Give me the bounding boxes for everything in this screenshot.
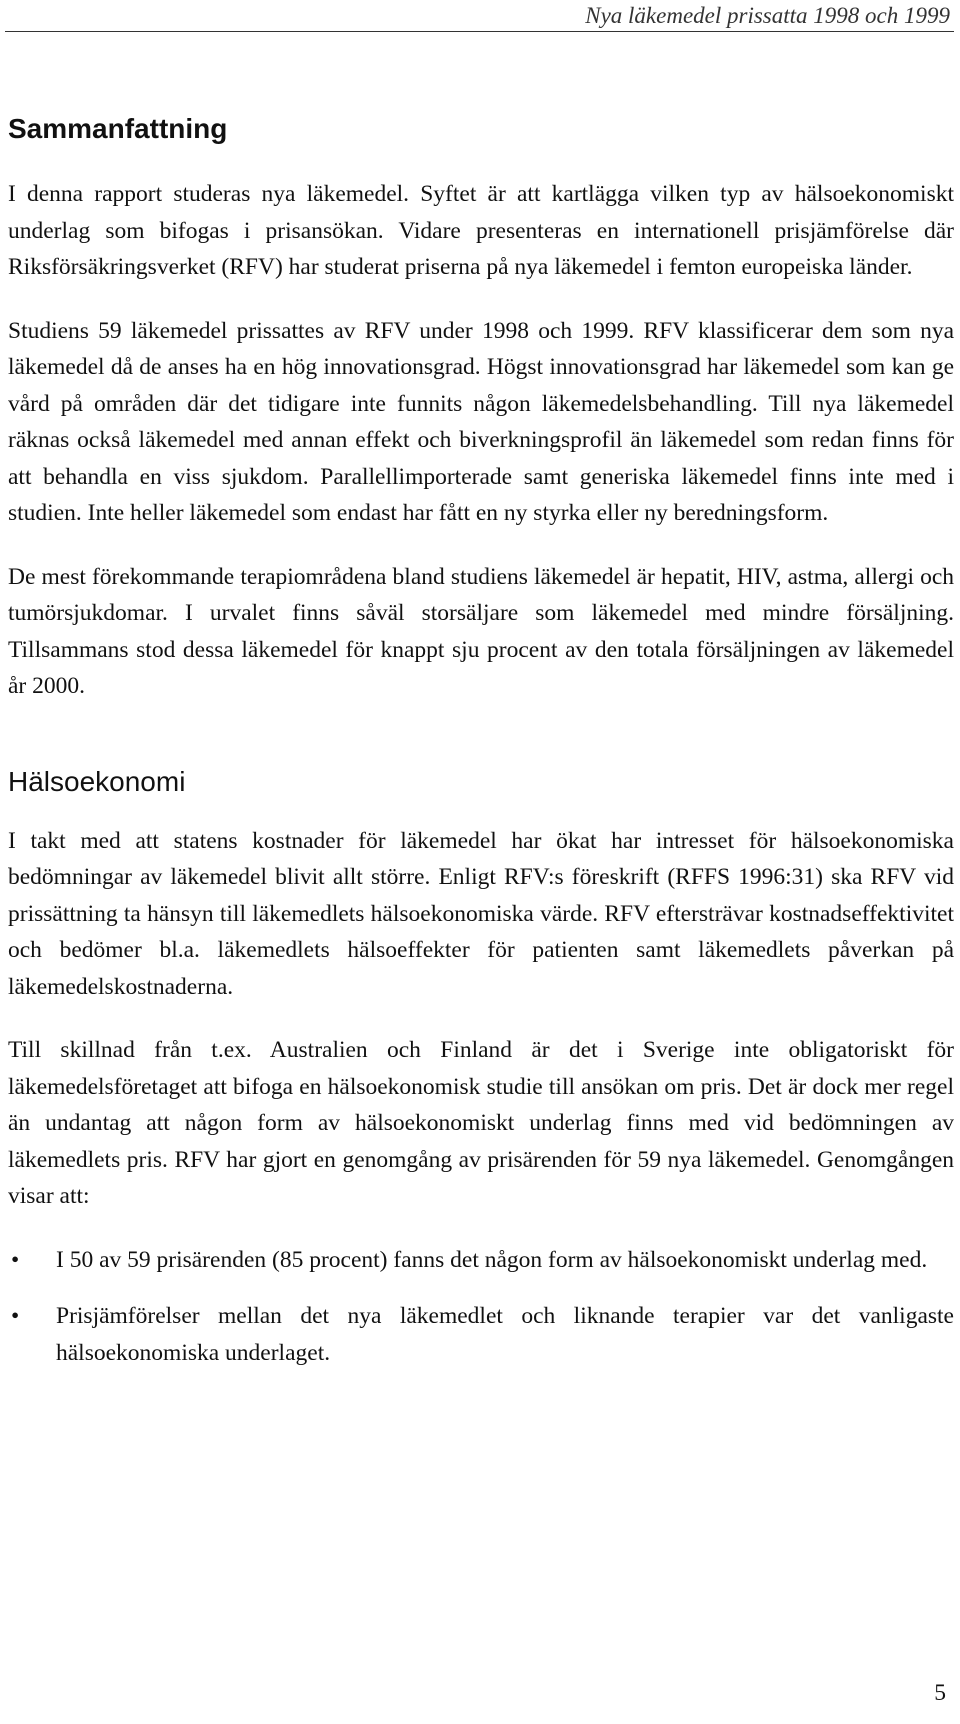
summary-paragraph-3: De mest förekommande terapiområdena bland studiens läkemedel är hepatit, HIV, astma, allergi och tumörsjukdomar. I urvalet finns såväl storsäljare som läkemedel med mindre försäljning. Tillsammans stod dessa läkemedel för knappt sju procent av den totala försäljningen av läkemedel år 2000. bbox=[8, 563, 954, 699]
bullet-icon: • bbox=[11, 1246, 20, 1273]
list-item bbox=[8, 1242, 954, 1279]
health-economics-paragraph-2: Till skillnad från t.ex. Australien och Finland är det i Sverige inte obligatoriskt för läkemedelsföretaget att bifoga en hälsoekonomisk studie till ansökan om pris. Det är dock mer regel än undantag att någon form av hälsoekonomiskt underlag finns med vid bedömningen av läkemedlets pris. RFV har gjort en genomgång av prisärenden för 59 nya läkemedel. Genomgången visar att: bbox=[8, 1037, 954, 1209]
health-economics-paragraph-1: I takt med att statens kostnader för läkemedel har ökat har intresset för hälsoekonomiska bedömningar av läkemedel blivit allt större. Enligt RFV:s föreskrift (RFFS 1996:31) ska RFV vid prissättning ta hänsyn till läkemedlets hälsoekonomiska värde. RFV eftersträvar kostnadseffektivitet och bedömer bl.a. läkemedlets hälsoeffekter för patienten samt läkemedlets påverkan på läkemedelskostnaderna. bbox=[8, 827, 954, 1000]
summary-heading: Sammanfattning bbox=[8, 113, 228, 144]
health-economics-heading: Hälsoekonomi bbox=[8, 765, 186, 797]
header-rule bbox=[5, 31, 954, 32]
list-item-text: I 50 av 59 prisärenden (85 procent) fanns det någon form av hälsoekonomiskt underlag med. bbox=[56, 1246, 928, 1273]
page-number: 5 bbox=[934, 1680, 946, 1706]
bullet-icon: • bbox=[11, 1303, 20, 1329]
list-item bbox=[8, 1298, 954, 1371]
findings-list bbox=[8, 1242, 954, 1372]
page-content bbox=[8, 110, 954, 1391]
summary-paragraph-1: I denna rapport studeras nya läkemedel. Syftet är att kartlägga vilken typ av hälsoekonomiskt underlag som bifogas i prisansökan. Vidare presenteras en internationell prisjämförelse där Riksförsäkringsverket (RFV) har studerat priserna på nya läkemedel i femton europeiska länder. bbox=[8, 181, 954, 280]
summary-paragraph-2: Studiens 59 läkemedel prissattes av RFV under 1998 och 1999. RFV klassificerar dem som nya läkemedel då de anses ha en hög innovationsgrad. Högst innovationsgrad har läkemedel som kan ge vård på områden där det tidigare inte funnits någon läkemedelsbehandling. Till nya läkemedel räknas också läkemedel med annan effekt och biverkningsprofil än läkemedel som redan finns för att behandla en viss sjukdom. Parallellimporterade samt generiska läkemedel finns inte med i studien. Inte heller läkemedel som endast har fått en ny styrka eller ny beredningsform. bbox=[8, 317, 954, 526]
list-item-text: Prisjämförelser mellan det nya läkemedlet och liknande terapier var det vanligaste hälsoekonomiska underlaget. bbox=[56, 1303, 954, 1366]
running-header: Nya läkemedel prissatta 1998 och 1999 bbox=[585, 3, 950, 28]
